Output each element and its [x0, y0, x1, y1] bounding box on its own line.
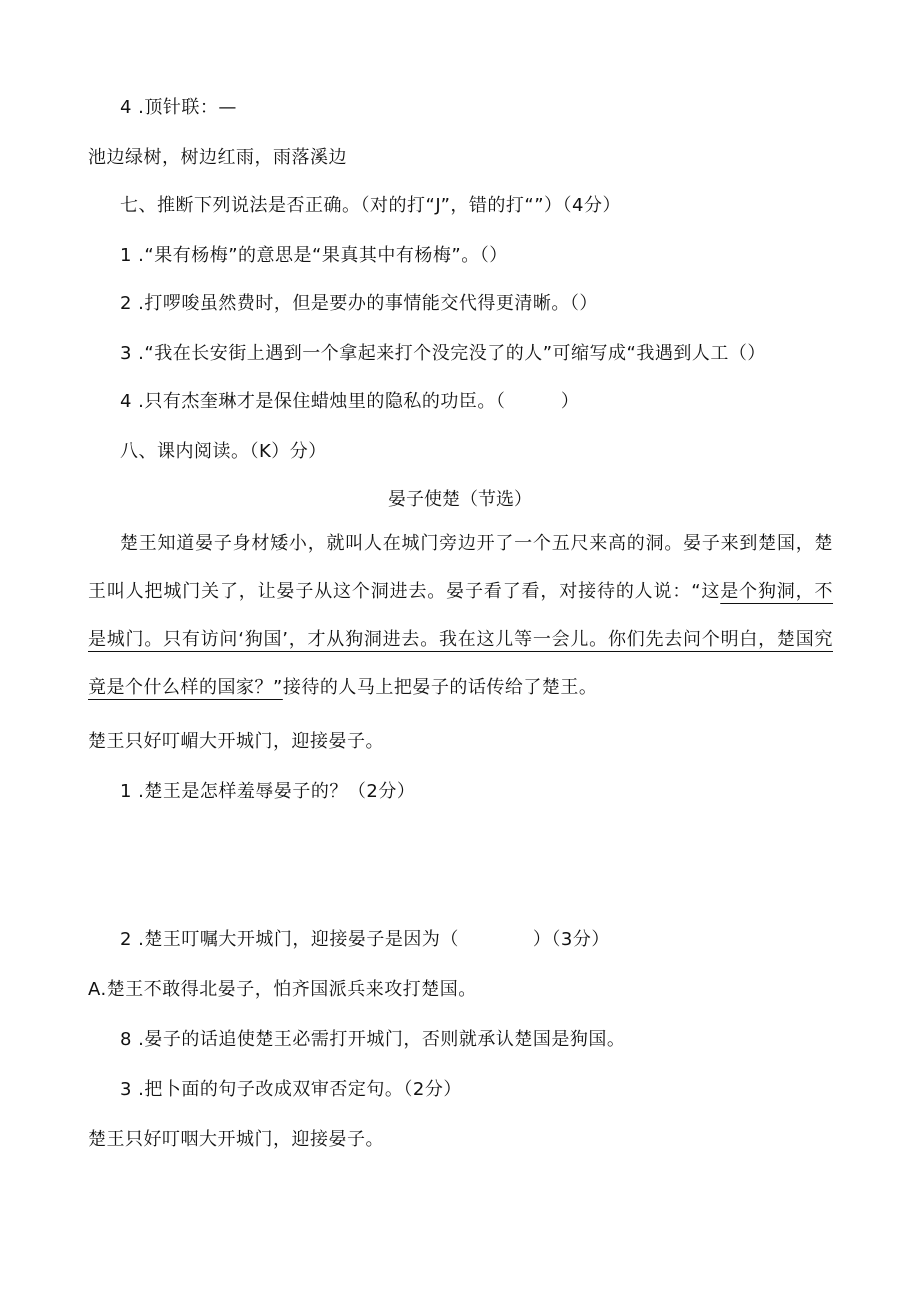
judgement-item-2: 2 .打啰唆虽然费时，但是要办的事情能交代得更清晰。（）	[120, 293, 598, 314]
passage-text-end: 接待的人马上把晏子的话传给了楚王。	[282, 677, 598, 698]
underlined-passage-text: 是个狗洞，不是城门。只有访问‘狗国’，才从狗洞进去。我在这儿等一会儿。你们先去问个明白，楚国究竟是个什么样的国家？”	[88, 581, 834, 698]
passage-title: 晏子使楚（节选）	[388, 489, 532, 510]
question-2: 2 .楚王叮嘱大开城门，迎接晏子是因为（ ）（3分）	[120, 929, 610, 950]
section-eight-heading: 八、课内阅读。（K）分）	[120, 441, 327, 462]
section-seven-heading: 七、推断下列说法是否正确。（对的打“J”，错的打“”）（4分）	[120, 195, 622, 216]
question-1: 1 .楚王是怎样羞辱晏子的？（2分）	[120, 781, 416, 802]
passage-paragraph-2: 楚王只好叮嵋大开城门，迎接晏子。	[88, 731, 384, 752]
judgement-item-3: 3 .“我在长安街上遇到一个拿起来打个没完没了的人”可缩写成“我遇到人工（）	[120, 343, 766, 364]
antithesis-text: 池边绿树，树边红雨，雨落溪边	[88, 147, 347, 168]
judgement-item-1: 1 .“果有杨梅”的意思是“果真其中有杨梅”。（）	[120, 245, 508, 266]
antithesis-item-4: 4 .顶针联：—	[120, 97, 237, 118]
question-3: 3 .把卜面的句子改成双审否定句。（2分）	[120, 1079, 462, 1100]
passage-text: 楚王知道晏子身材矮小，就叫人在城门旁边开了一个五尺来高的洞。晏子来到楚国，楚王叫人把城门关了，让晏子从这个洞进去。晏子看了看，对接待的人说：“这	[88, 533, 833, 602]
option-a: A.楚王不敢得北晏子，怕齐国派兵来攻打楚国。	[88, 979, 477, 1000]
option-b: 8 .晏子的话追使楚王必需打开城门，否则就承认楚国是狗国。	[120, 1029, 626, 1050]
question-3-sentence: 楚王只好叮咽大开城门，迎接晏子。	[88, 1129, 384, 1150]
passage-paragraph-1	[88, 520, 833, 712]
judgement-item-4: 4 .只有杰奎琳才是保住蜡烛里的隐私的功臣。（ ）	[120, 391, 580, 412]
